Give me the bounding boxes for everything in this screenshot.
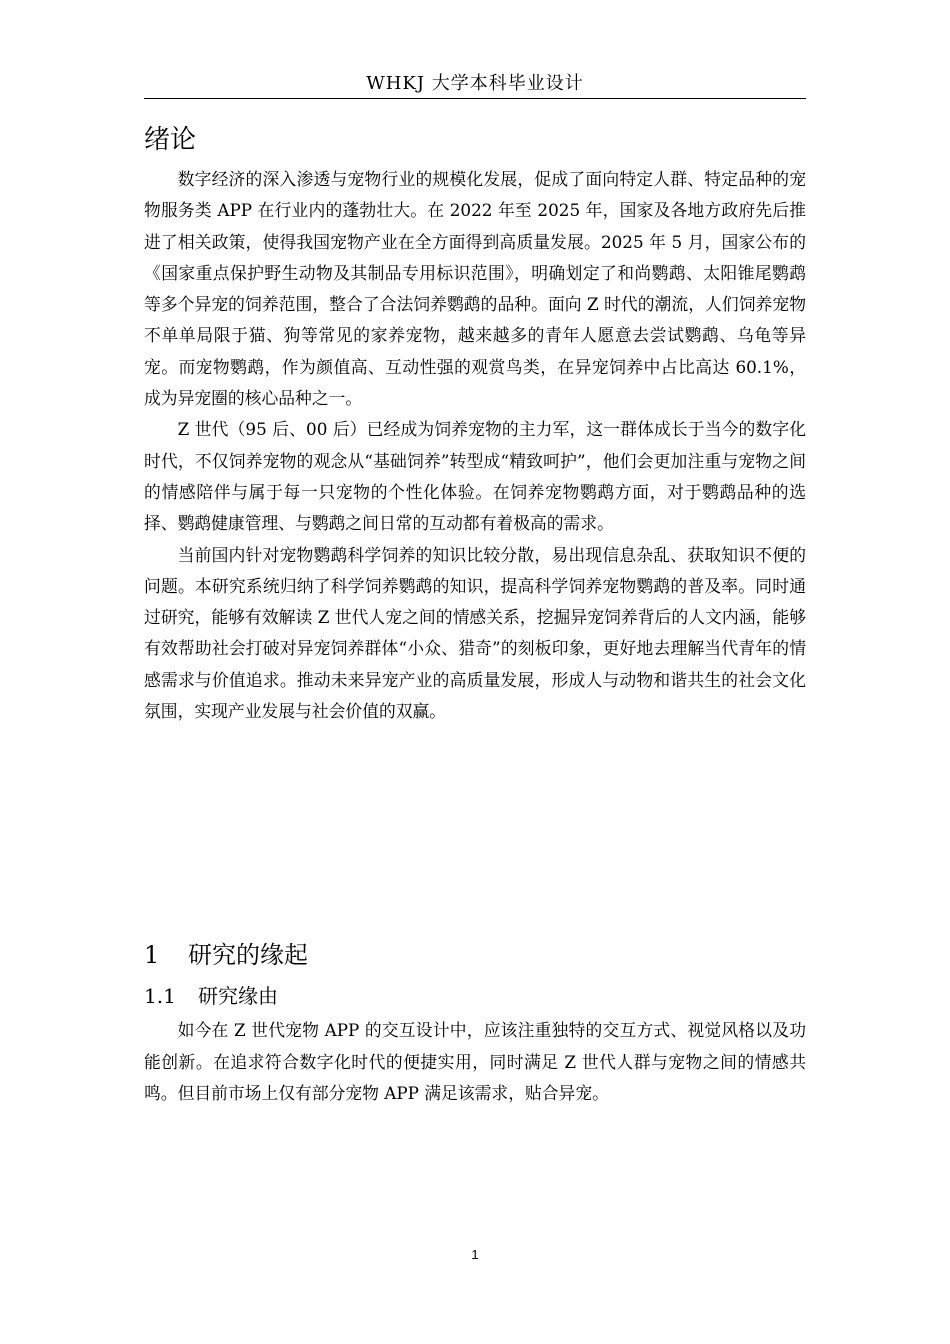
subsection-1-1-paragraph: 如今在 Z 世代宠物 APP 的交互设计中，应该注重独特的交互方式、视觉风格以及功能创新。在追求符合数字化时代的便捷实用，同时满足 Z 世代人群与宠物之间的情感共鸣。但目前市场上仅有部分宠物 APP 满足该需求，贴合异宠。 — [144, 1020, 806, 1103]
section-spacer — [144, 727, 806, 935]
intro-paragraph-3: 当前国内针对宠物鹦鹉科学饲养的知识比较分散，易出现信息杂乱、获取知识不便的问题。本研究系统归纳了科学饲养鹦鹉的知识，提高科学饲养宠物鹦鹉的普及率。同时通过研究，能够有效解读 Z 世代人宠之间的情感关系，挖掘异宠饲养背后的人文内涵，能够有效帮助社会打破对异宠饲养群体“小众、猎奇”的刻板印象，更好地去理解当代青年的情感需求与价值追求。推动未来异宠产业的高质量发展，形成人与动物和谐共生的社会文化氛围，实现产业发展与社会价值的双赢。 — [144, 544, 806, 722]
running-header: WHKJ 大学本科毕业设计 — [366, 73, 584, 94]
subsection-1-1-heading — [144, 979, 806, 1013]
section-1-number: 1 — [144, 941, 160, 970]
intro-heading: 绪论 — [144, 125, 197, 155]
subsection-1-1-number: 1.1 — [144, 984, 176, 1009]
intro-paragraph-1: 数字经济的深入渗透与宠物行业的规模化发展，促成了面向特定人群、特定品种的宠物服务类 APP 在行业内的蓬勃壮大。在 2022 年至 2025 年，国家及各地方政府先后推进了相关政策，使得我国宠物产业在全方面得到高质量发展。2025 年 5 月，国家公布的《国家重点保护野生动物及其制品专用标识范围》，明确划定了和尚鹦鹉、太阳锥尾鹦鹉等多个异宠的饲养范围，整合了合法饲养鹦鹉的品种。面向 Z 时代的潮流，人们饲养宠物不单单局限于猫、狗等常见的家养宠物，越来越多的青年人愿意去尝试鹦鹉、乌龟等异宠。而宠物鹦鹉，作为颜值高、互动性强的观赏鸟类，在异宠饲养中占比高达 60.1%，成为异宠圈的核心品种之一。 — [144, 169, 806, 409]
section-1-heading — [144, 935, 806, 975]
page-number: 1 — [471, 1247, 479, 1262]
header-rule — [144, 98, 806, 99]
subsection-1-1-title: 研究缘由 — [198, 984, 278, 1009]
intro-paragraph-2: Z 世代（95 后、00 后）已经成为饲养宠物的主力军，这一群体成长于当今的数字化时代，不仅饲养宠物的观念从“基础饲养”转型成“精致呵护”，他们会更加注重与宠物之间的情感陪伴与属于每一只宠物的个性化体验。在饲养宠物鹦鹉方面，对于鹦鹉品种的选择、鹦鹉健康管理、与鹦鹉之间日常的互动都有着极高的需求。 — [144, 419, 806, 534]
section-1-title: 研究的缘起 — [188, 941, 308, 970]
page-content — [144, 120, 806, 1109]
